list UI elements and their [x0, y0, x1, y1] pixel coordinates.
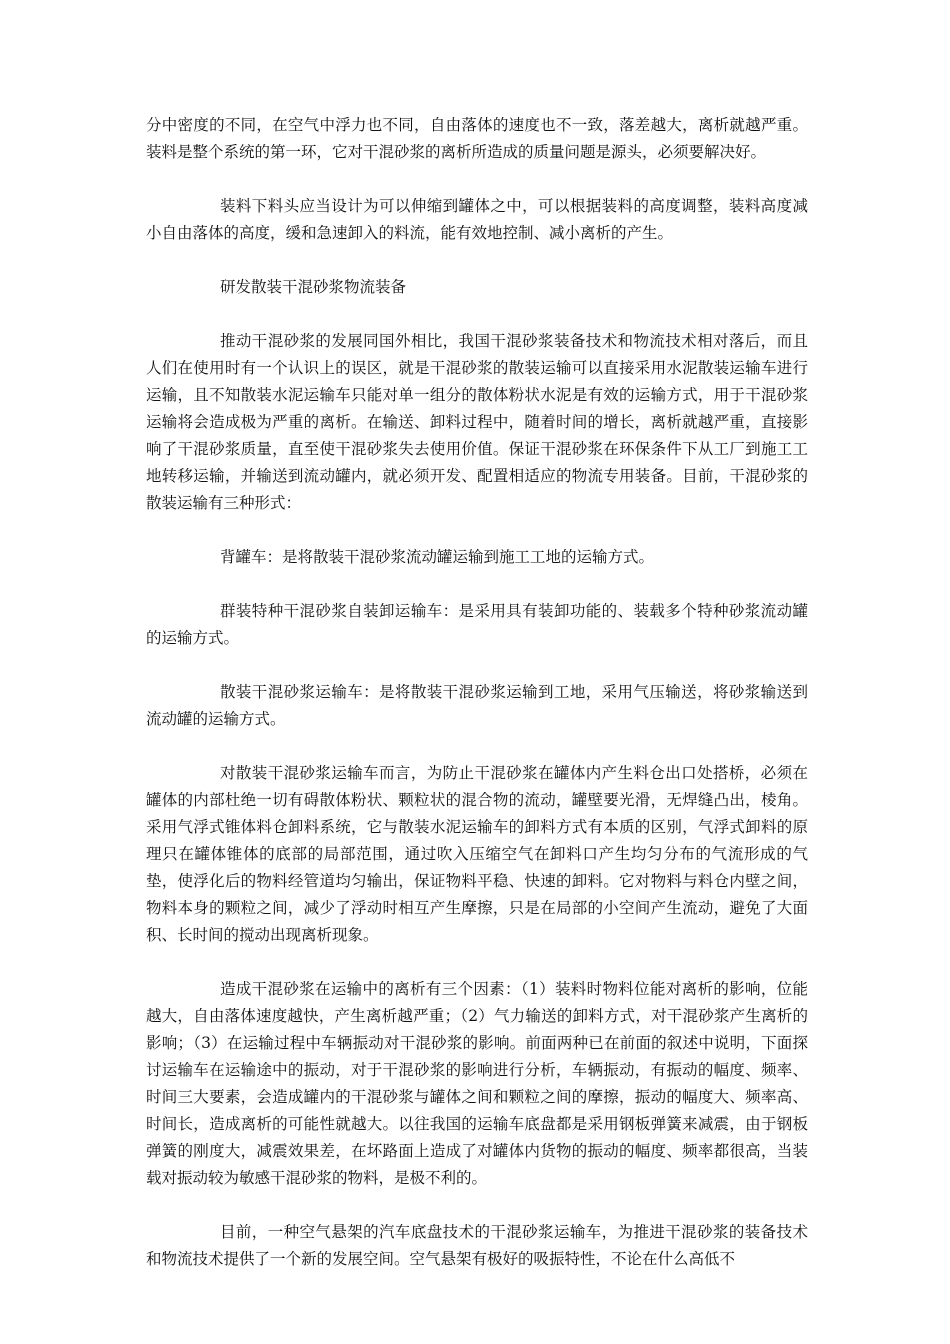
paragraph-9: 造成干混砂浆在运输中的离析有三个因素：（1）装料时物料位能对离析的影响，位能越大，自由落体速度越快，产生离析越严重；（2）气力输送的卸料方式，对干混砂浆产生离析的影响；（3）在运输过程中车辆振动对干混砂浆的影响。前面两种已在前面的叙述中说明，下面探讨运输车在运输途中的振动，对于干混砂浆的影响进行分析，车辆振动，有振动的幅度、频率、时间三大要素，会造成罐内的干混砂浆与罐体之间和颗粒之间的摩擦，振动的幅度大、频率高、时间长，造成离析的可能性就越大。以往我国的运输车底盘都是采用钢板弹簧来减震，由于钢板弹簧的刚度大，减震效果差，在坏路面上造成了对罐体内货物的振动的幅度、频率都很高，当装载对振动较为敏感干混砂浆的物料，是极不利的。 [146, 980, 808, 1187]
document-page [146, 112, 808, 1300]
paragraph-6: 群装特种干混砂浆自装卸运输车：是采用具有装卸功能的、装载多个特种砂浆流动罐的运输方式。 [146, 602, 808, 647]
paragraph-10: 目前，一种空气悬架的汽车底盘技术的干混砂浆运输车，为推进干混砂浆的装备技术和物流技术提供了一个新的发展空间。空气悬架有极好的吸振特性，不论在什么高低不 [146, 1223, 808, 1268]
paragraph-8: 对散装干混砂浆运输车而言，为防止干混砂浆在罐体内产生料仓出口处搭桥，必须在罐体的内部杜绝一切有碍散体粉状、颗粒状的混合物的流动，罐壁要光滑，无焊缝凸出，棱角。采用气浮式锥体料仓卸料系统，它与散装水泥运输车的卸料方式有本质的区别，气浮式卸料的原理只在罐体锥体的底部的局部范围，通过吹入压缩空气在卸料口产生均匀分布的气流形成的气垫，使浮化后的物料经管道均匀输出，保证物料平稳、快速的卸料。它对物料与料仓内壁之间，物料本身的颗粒之间，减少了浮动时相互产生摩擦，只是在局部的小空间产生流动，避免了大面积、长时间的搅动出现离析现象。 [146, 764, 808, 944]
paragraph-2: 装料下料头应当设计为可以伸缩到罐体之中，可以根据装料的高度调整，装料高度减小自由落体的高度，缓和急速卸入的料流，能有效地控制、减小离析的产生。 [146, 197, 808, 242]
paragraph-7: 散装干混砂浆运输车：是将散装干混砂浆运输到工地，采用气压输送，将砂浆输送到流动罐的运输方式。 [146, 683, 808, 728]
paragraph-1: 分中密度的不同，在空气中浮力也不同，自由落体的速度也不一致，落差越大，离析就越严重。装料是整个系统的第一环，它对干混砂浆的离析所造成的质量问题是源头，必须要解决好。 [146, 116, 808, 161]
section-heading: 研发散装干混砂浆物流装备 [220, 278, 407, 296]
paragraph-5: 背罐车：是将散装干混砂浆流动罐运输到施工工地的运输方式。 [220, 548, 655, 566]
paragraph-4: 推动干混砂浆的发展同国外相比，我国干混砂浆装备技术和物流技术相对落后，而且人们在使用时有一个认识上的误区，就是干混砂浆的散装运输可以直接采用水泥散装运输车进行运输，且不知散装水泥运输车只能对单一组分的散体粉状水泥是有效的运输方式，用于干混砂浆运输将会造成极为严重的离析。在输送、卸料过程中，随着时间的增长，离析就越严重，直接影响了干混砂浆质量，直至使干混砂浆失去使用价值。保证干混砂浆在环保条件下从工厂到施工工地转移运输，并输送到流动罐内，就必须开发、配置相适应的物流专用装备。目前，干混砂浆的散装运输有三种形式： [146, 332, 808, 512]
